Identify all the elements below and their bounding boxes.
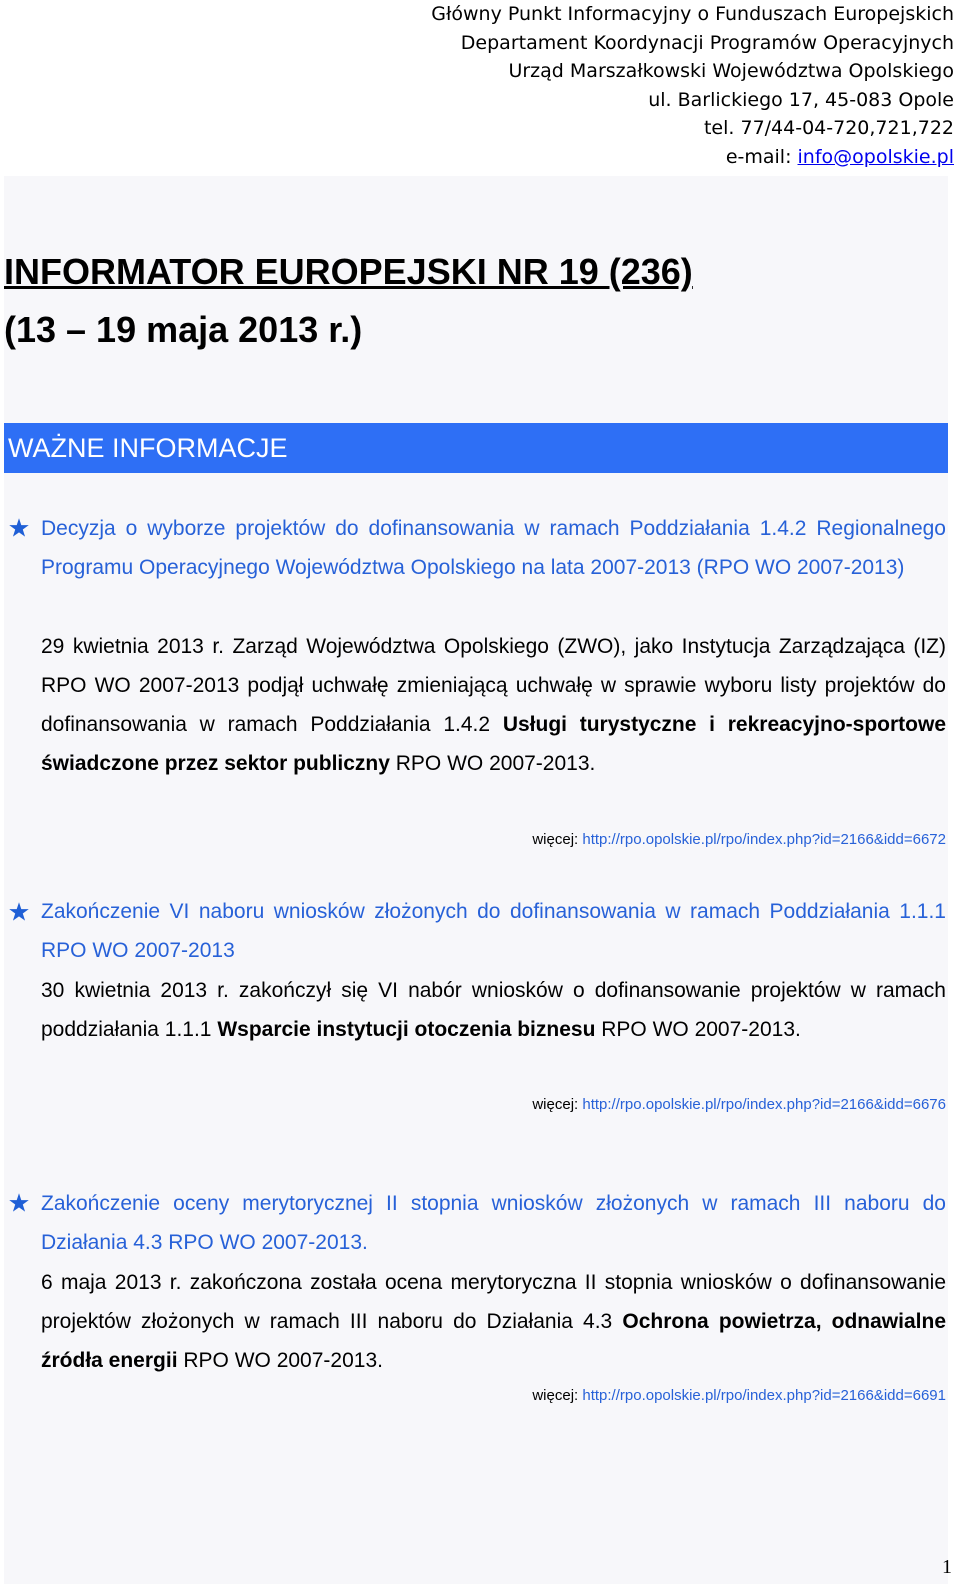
body-text-end: RPO WO 2007-2013. [595, 1018, 801, 1041]
header-address: ul. Barlickiego 17, 45-083 Opole [648, 88, 954, 111]
body-text: 29 kwietnia 2013 r. Zarząd Województwa Opolskiego (ZWO), jako Instytucja Zarządzająca (IZ) RPO WO 2007-2013 podjął uchwałę zmieniającą uchwałę w sprawie wyboru listy projektów do dofinansowania w ramach Poddziałania 1.4.2 [41, 635, 946, 736]
more-url-link[interactable]: http://rpo.opolskie.pl/rpo/index.php?id=2166&idd=6691 [582, 1387, 946, 1404]
news-item-title: Zakończenie oceny merytorycznej II stopnia wniosków złożonych w ramach III naboru do Działania 4.3 RPO WO 2007-2013. [41, 1192, 946, 1254]
section-header: WAŻNE INFORMACJE [4, 423, 948, 473]
header-line-2: Departament Koordynacji Programów Operacyjnych [460, 31, 954, 54]
news-item-title: Zakończenie VI naboru wniosków złożonych do dofinansowania w ramach Poddziałania 1.1.1 RPO WO 2007-2013 [41, 900, 946, 962]
body-text: 6 maja 2013 r. zakończona została ocena merytoryczna II stopnia wniosków o dofinansowanie projektów złożonych w ramach III naboru do Działania 4.3 [41, 1271, 946, 1333]
body-text-end: RPO WO 2007-2013. [177, 1349, 383, 1372]
email-link[interactable]: info@opolskie.pl [797, 145, 954, 168]
page-number: 1 [942, 1556, 952, 1578]
header-email-line [254, 143, 954, 172]
more-label: więcej: [532, 831, 583, 848]
more-link-row [532, 830, 946, 850]
more-url-link[interactable]: http://rpo.opolskie.pl/rpo/index.php?id=2166&idd=6676 [582, 1096, 946, 1113]
news-item-body [41, 627, 946, 783]
more-label: więcej: [532, 1096, 583, 1113]
star-icon [6, 515, 32, 541]
email-label: e-mail: [725, 145, 798, 168]
body-bold-text: Wsparcie instytucji otoczenia biznesu [217, 1018, 596, 1041]
newsletter-title: INFORMATOR EUROPEJSKI NR 19 (236) [4, 251, 693, 292]
contact-header [254, 0, 954, 171]
body-text: 30 kwietnia 2013 r. zakończył się VI nabór wniosków o dofinansowanie projektów w ramach poddziałania 1.1.1 [41, 979, 946, 1041]
more-link-row [532, 1386, 946, 1406]
news-item-body [41, 1263, 946, 1380]
more-url-link[interactable]: http://rpo.opolskie.pl/rpo/index.php?id=2166&idd=6672 [582, 831, 946, 848]
star-icon [6, 1190, 32, 1216]
body-bold-text: Ochrona powietrza, odnawialne źródła energii [41, 1310, 947, 1372]
news-item-title: Decyzja o wyborze projektów do dofinansowania w ramach Poddziałania 1.4.2 Regionalnego Programu Operacyjnego Województwa Opolskiego na lata 2007-2013 (RPO WO 2007-2013) [41, 517, 946, 579]
header-line-1: Główny Punkt Informacyjny o Funduszach Europejskich [431, 3, 954, 25]
more-label: więcej: [532, 1387, 583, 1404]
star-icon [6, 899, 32, 925]
news-item-body [41, 971, 946, 1049]
header-phone: tel. 77/44-04-720,721,722 [703, 117, 954, 139]
body-bold-text: Usługi turystyczne i rekreacyjno-sportowe świadczone przez sektor publiczny [41, 713, 946, 775]
body-text-end: RPO WO 2007-2013. [389, 752, 596, 775]
header-line-3: Urząd Marszałkowski Województwa Opolskiego [508, 60, 954, 82]
newsletter-date-range: (13 – 19 maja 2013 r.) [4, 309, 363, 350]
more-link-row [532, 1095, 946, 1115]
